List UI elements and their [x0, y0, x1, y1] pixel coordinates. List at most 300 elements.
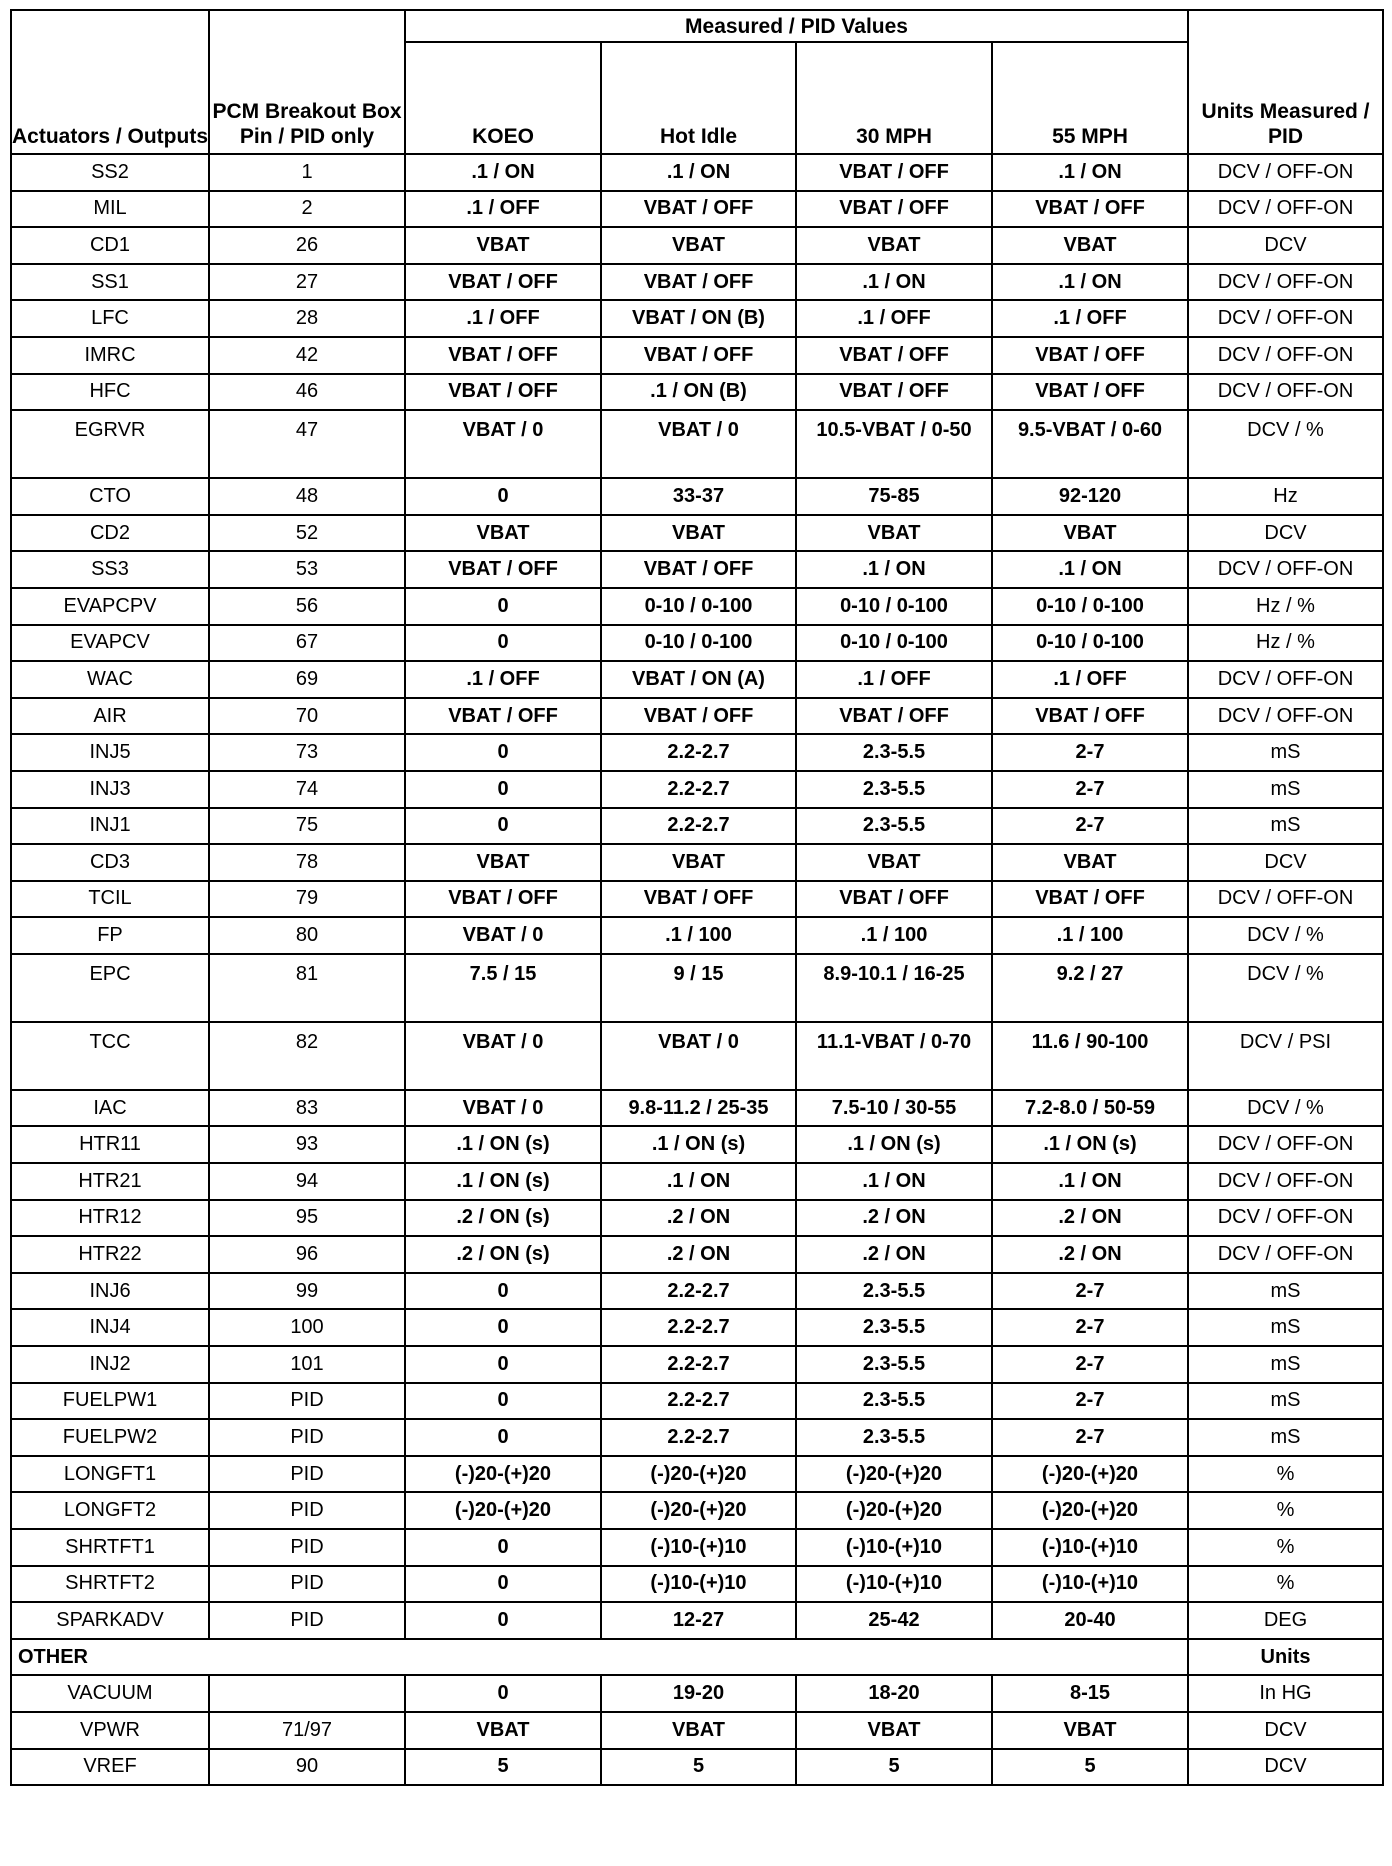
hot-idle-value: 0-10 / 0-100	[601, 625, 796, 662]
mph30-value: .1 / OFF	[796, 300, 992, 337]
mph30-value: .1 / ON	[796, 1163, 992, 1200]
mph30-value: .2 / ON	[796, 1200, 992, 1237]
units-value: DCV / OFF-ON	[1188, 1126, 1383, 1163]
table-row	[11, 917, 1383, 954]
mph55-value: VBAT / OFF	[992, 374, 1188, 411]
koeo-value: VBAT	[405, 227, 601, 264]
hot-idle-value: 2.2-2.7	[601, 1419, 796, 1456]
pin-value: 82	[209, 1022, 405, 1090]
koeo-value: .1 / ON (s)	[405, 1163, 601, 1200]
koeo-value: VBAT	[405, 844, 601, 881]
actuator-name: IAC	[11, 1090, 209, 1127]
koeo-value: VBAT / OFF	[405, 698, 601, 735]
units-value: DCV / OFF-ON	[1188, 881, 1383, 918]
mph55-value: VBAT / OFF	[992, 881, 1188, 918]
hot-idle-value: .2 / ON	[601, 1236, 796, 1273]
hot-idle-value: 2.2-2.7	[601, 808, 796, 845]
pin-value: 46	[209, 374, 405, 411]
hot-idle-value: VBAT / ON (A)	[601, 661, 796, 698]
units-value: mS	[1188, 1419, 1383, 1456]
units-value: DCV	[1188, 1749, 1383, 1786]
units-value: mS	[1188, 734, 1383, 771]
mph55-value: 9.2 / 27	[992, 954, 1188, 1022]
hot-idle-value: VBAT / ON (B)	[601, 300, 796, 337]
units-value: DCV / OFF-ON	[1188, 661, 1383, 698]
table-row	[11, 410, 1383, 478]
actuator-name: FUELPW1	[11, 1383, 209, 1420]
koeo-value: (-)20-(+)20	[405, 1456, 601, 1493]
mph30-value: 18-20	[796, 1675, 992, 1712]
table-row	[11, 337, 1383, 374]
pin-value: 1	[209, 154, 405, 191]
actuator-name: INJ5	[11, 734, 209, 771]
mph55-value: .1 / 100	[992, 917, 1188, 954]
table-row	[11, 1126, 1383, 1163]
mph30-value: (-)10-(+)10	[796, 1566, 992, 1603]
pin-value: 42	[209, 337, 405, 374]
mph55-value: 2-7	[992, 1273, 1188, 1310]
actuator-name: EPC	[11, 954, 209, 1022]
koeo-value: .2 / ON (s)	[405, 1236, 601, 1273]
pin-value: 78	[209, 844, 405, 881]
units-value: DEG	[1188, 1602, 1383, 1639]
pin-value: 96	[209, 1236, 405, 1273]
table-row	[11, 1456, 1383, 1493]
actuator-name: CD2	[11, 515, 209, 552]
other-section-header-row	[11, 1639, 1383, 1676]
table-row	[11, 1346, 1383, 1383]
hot-idle-value: 19-20	[601, 1675, 796, 1712]
koeo-value: 0	[405, 1273, 601, 1310]
actuator-name: SPARKADV	[11, 1602, 209, 1639]
koeo-value: VBAT / OFF	[405, 374, 601, 411]
actuator-name: TCC	[11, 1022, 209, 1090]
actuator-name: SHRTFT1	[11, 1529, 209, 1566]
table-row	[11, 1749, 1383, 1786]
actuator-name: INJ6	[11, 1273, 209, 1310]
units-value: mS	[1188, 1346, 1383, 1383]
table-row	[11, 1566, 1383, 1603]
mph55-value: 2-7	[992, 1419, 1188, 1456]
pin-value: 48	[209, 478, 405, 515]
units-value: mS	[1188, 1383, 1383, 1420]
koeo-value: 0	[405, 734, 601, 771]
hot-idle-value: .1 / ON (B)	[601, 374, 796, 411]
units-value: mS	[1188, 771, 1383, 808]
mph55-value: .1 / ON	[992, 154, 1188, 191]
pin-value: PID	[209, 1529, 405, 1566]
hot-idle-value: 9.8-11.2 / 25-35	[601, 1090, 796, 1127]
col-header-30mph: 30 MPH	[796, 42, 992, 154]
units-value: %	[1188, 1529, 1383, 1566]
mph55-value: 2-7	[992, 1346, 1188, 1383]
pin-value	[209, 1675, 405, 1712]
mph30-value: VBAT / OFF	[796, 191, 992, 228]
koeo-value: VBAT / 0	[405, 1022, 601, 1090]
table-row	[11, 300, 1383, 337]
actuator-name: INJ1	[11, 808, 209, 845]
koeo-value: VBAT / 0	[405, 1090, 601, 1127]
koeo-value: 0	[405, 478, 601, 515]
mph55-value: VBAT	[992, 1712, 1188, 1749]
mph30-value: (-)20-(+)20	[796, 1492, 992, 1529]
mph55-value: .2 / ON	[992, 1200, 1188, 1237]
units-value: DCV / OFF-ON	[1188, 191, 1383, 228]
hot-idle-value: VBAT / OFF	[601, 337, 796, 374]
pin-value: PID	[209, 1383, 405, 1420]
actuator-name: HFC	[11, 374, 209, 411]
units-value: DCV / %	[1188, 954, 1383, 1022]
table-row	[11, 1383, 1383, 1420]
table-row	[11, 844, 1383, 881]
pid-values-table	[10, 9, 1384, 1786]
units-value: DCV / OFF-ON	[1188, 1163, 1383, 1200]
mph55-value: 2-7	[992, 771, 1188, 808]
koeo-value: 0	[405, 1566, 601, 1603]
mph30-value: 75-85	[796, 478, 992, 515]
mph55-value: 92-120	[992, 478, 1188, 515]
mph55-value: (-)20-(+)20	[992, 1492, 1188, 1529]
pin-value: PID	[209, 1456, 405, 1493]
pin-value: 80	[209, 917, 405, 954]
mph55-value: 8-15	[992, 1675, 1188, 1712]
units-value: DCV	[1188, 1712, 1383, 1749]
hot-idle-value: 2.2-2.7	[601, 1383, 796, 1420]
koeo-value: VBAT / OFF	[405, 264, 601, 301]
actuator-name: VPWR	[11, 1712, 209, 1749]
mph55-value: (-)10-(+)10	[992, 1566, 1188, 1603]
actuator-name: HTR21	[11, 1163, 209, 1200]
col-header-hot-idle: Hot Idle	[601, 42, 796, 154]
hot-idle-value: 33-37	[601, 478, 796, 515]
actuator-name: SS1	[11, 264, 209, 301]
table-row	[11, 771, 1383, 808]
hot-idle-value: 2.2-2.7	[601, 734, 796, 771]
hot-idle-value: VBAT	[601, 515, 796, 552]
table-row	[11, 1273, 1383, 1310]
hot-idle-value: .1 / ON	[601, 154, 796, 191]
pin-value: 100	[209, 1309, 405, 1346]
mph55-value: VBAT	[992, 515, 1188, 552]
units-value: Hz / %	[1188, 625, 1383, 662]
koeo-value: .1 / ON	[405, 154, 601, 191]
actuator-name: HTR22	[11, 1236, 209, 1273]
hot-idle-value: VBAT / OFF	[601, 551, 796, 588]
koeo-value: 0	[405, 1602, 601, 1639]
table-body	[11, 154, 1383, 1639]
koeo-value: .2 / ON (s)	[405, 1200, 601, 1237]
hot-idle-value: 12-27	[601, 1602, 796, 1639]
koeo-value: 7.5 / 15	[405, 954, 601, 1022]
mph30-value: 2.3-5.5	[796, 1383, 992, 1420]
actuator-name: WAC	[11, 661, 209, 698]
mph55-value: 2-7	[992, 734, 1188, 771]
mph30-value: .2 / ON	[796, 1236, 992, 1273]
mph55-value: 7.2-8.0 / 50-59	[992, 1090, 1188, 1127]
actuator-name: CD3	[11, 844, 209, 881]
other-section-units-label: Units	[1188, 1639, 1383, 1676]
hot-idle-value: .2 / ON	[601, 1200, 796, 1237]
table-row	[11, 1529, 1383, 1566]
pid-values-table-container	[10, 9, 1382, 1786]
hot-idle-value: (-)20-(+)20	[601, 1456, 796, 1493]
mph30-value: 5	[796, 1749, 992, 1786]
hot-idle-value: VBAT / OFF	[601, 191, 796, 228]
actuator-name: SHRTFT2	[11, 1566, 209, 1603]
mph55-value: .1 / ON	[992, 264, 1188, 301]
mph30-value: .1 / ON (s)	[796, 1126, 992, 1163]
actuator-name: INJ3	[11, 771, 209, 808]
hot-idle-value: VBAT	[601, 844, 796, 881]
actuator-name: LONGFT1	[11, 1456, 209, 1493]
units-value: mS	[1188, 808, 1383, 845]
mph55-value: 11.6 / 90-100	[992, 1022, 1188, 1090]
pin-value: PID	[209, 1492, 405, 1529]
mph55-value: VBAT / OFF	[992, 698, 1188, 735]
units-value: DCV / %	[1188, 917, 1383, 954]
hot-idle-value: (-)10-(+)10	[601, 1566, 796, 1603]
mph55-value: VBAT	[992, 844, 1188, 881]
actuator-name: CD1	[11, 227, 209, 264]
hot-idle-value: 5	[601, 1749, 796, 1786]
mph30-value: 11.1-VBAT / 0-70	[796, 1022, 992, 1090]
mph30-value: (-)20-(+)20	[796, 1456, 992, 1493]
hot-idle-value: .1 / ON	[601, 1163, 796, 1200]
table-row	[11, 1163, 1383, 1200]
pin-value: 56	[209, 588, 405, 625]
actuator-name: VREF	[11, 1749, 209, 1786]
units-value: DCV / OFF-ON	[1188, 300, 1383, 337]
mph30-value: 2.3-5.5	[796, 1273, 992, 1310]
units-value: mS	[1188, 1309, 1383, 1346]
koeo-value: 0	[405, 1346, 601, 1383]
mph55-value: 2-7	[992, 1309, 1188, 1346]
actuator-name: INJ2	[11, 1346, 209, 1383]
table-row	[11, 1309, 1383, 1346]
koeo-value: VBAT / OFF	[405, 337, 601, 374]
hot-idle-value: VBAT / OFF	[601, 881, 796, 918]
units-value: DCV / OFF-ON	[1188, 337, 1383, 374]
units-value: DCV	[1188, 515, 1383, 552]
units-value: In HG	[1188, 1675, 1383, 1712]
mph30-value: .1 / 100	[796, 917, 992, 954]
mph30-value: VBAT / OFF	[796, 881, 992, 918]
table-row	[11, 191, 1383, 228]
mph55-value: 0-10 / 0-100	[992, 625, 1188, 662]
mph30-value: 8.9-10.1 / 16-25	[796, 954, 992, 1022]
pin-value: PID	[209, 1602, 405, 1639]
koeo-value: 0	[405, 771, 601, 808]
pin-value: 75	[209, 808, 405, 845]
pin-value: 27	[209, 264, 405, 301]
koeo-value: 0	[405, 625, 601, 662]
table-row	[11, 1492, 1383, 1529]
units-value: DCV / %	[1188, 1090, 1383, 1127]
pin-value: 74	[209, 771, 405, 808]
actuator-name: LFC	[11, 300, 209, 337]
pin-value: 26	[209, 227, 405, 264]
actuator-name: EGRVR	[11, 410, 209, 478]
table-row	[11, 1675, 1383, 1712]
units-value: %	[1188, 1456, 1383, 1493]
pin-value: 70	[209, 698, 405, 735]
koeo-value: 5	[405, 1749, 601, 1786]
pin-value: 79	[209, 881, 405, 918]
actuator-name: CTO	[11, 478, 209, 515]
table-row	[11, 551, 1383, 588]
pin-value: PID	[209, 1419, 405, 1456]
units-value: DCV / OFF-ON	[1188, 1236, 1383, 1273]
hot-idle-value: 2.2-2.7	[601, 771, 796, 808]
mph30-value: 7.5-10 / 30-55	[796, 1090, 992, 1127]
koeo-value: .1 / OFF	[405, 661, 601, 698]
table-row	[11, 625, 1383, 662]
other-section-body	[11, 1639, 1383, 1785]
mph30-value: VBAT / OFF	[796, 337, 992, 374]
actuator-name: INJ4	[11, 1309, 209, 1346]
pin-value: 93	[209, 1126, 405, 1163]
hot-idle-value: 2.2-2.7	[601, 1273, 796, 1310]
mph55-value: 2-7	[992, 808, 1188, 845]
pin-value: 52	[209, 515, 405, 552]
units-value: DCV	[1188, 227, 1383, 264]
units-value: %	[1188, 1566, 1383, 1603]
mph55-value: 9.5-VBAT / 0-60	[992, 410, 1188, 478]
hot-idle-value: VBAT / OFF	[601, 264, 796, 301]
units-value: DCV / OFF-ON	[1188, 154, 1383, 191]
mph30-value: VBAT	[796, 227, 992, 264]
mph30-value: 0-10 / 0-100	[796, 625, 992, 662]
table-row	[11, 808, 1383, 845]
mph30-value: (-)10-(+)10	[796, 1529, 992, 1566]
mph30-value: 2.3-5.5	[796, 1309, 992, 1346]
units-value: DCV / OFF-ON	[1188, 1200, 1383, 1237]
actuator-name: FUELPW2	[11, 1419, 209, 1456]
hot-idle-value: VBAT / OFF	[601, 698, 796, 735]
table-row	[11, 1712, 1383, 1749]
table-row	[11, 1022, 1383, 1090]
koeo-value: 0	[405, 588, 601, 625]
mph30-value: VBAT	[796, 1712, 992, 1749]
actuator-name: AIR	[11, 698, 209, 735]
table-row	[11, 734, 1383, 771]
table-row	[11, 374, 1383, 411]
koeo-value: .1 / ON (s)	[405, 1126, 601, 1163]
mph55-value: .1 / OFF	[992, 661, 1188, 698]
koeo-value: (-)20-(+)20	[405, 1492, 601, 1529]
units-value: DCV / PSI	[1188, 1022, 1383, 1090]
pin-value: 95	[209, 1200, 405, 1237]
table-row	[11, 954, 1383, 1022]
pin-value: 101	[209, 1346, 405, 1383]
koeo-value: 0	[405, 1383, 601, 1420]
table-row	[11, 1602, 1383, 1639]
actuator-name: EVAPCPV	[11, 588, 209, 625]
mph30-value: VBAT / OFF	[796, 154, 992, 191]
koeo-value: VBAT	[405, 515, 601, 552]
units-value: Hz	[1188, 478, 1383, 515]
pin-value: 99	[209, 1273, 405, 1310]
pin-value: 90	[209, 1749, 405, 1786]
koeo-value: VBAT / 0	[405, 410, 601, 478]
col-header-55mph: 55 MPH	[992, 42, 1188, 154]
mph55-value: .1 / OFF	[992, 300, 1188, 337]
hot-idle-value: 9 / 15	[601, 954, 796, 1022]
pin-value: 81	[209, 954, 405, 1022]
table-row	[11, 1090, 1383, 1127]
actuator-name: MIL	[11, 191, 209, 228]
mph30-value: VBAT	[796, 844, 992, 881]
table-row	[11, 588, 1383, 625]
units-value: DCV	[1188, 844, 1383, 881]
pin-value: 53	[209, 551, 405, 588]
pin-value: 67	[209, 625, 405, 662]
hot-idle-value: VBAT	[601, 227, 796, 264]
actuator-name: EVAPCV	[11, 625, 209, 662]
hot-idle-value: (-)20-(+)20	[601, 1492, 796, 1529]
pin-value: 47	[209, 410, 405, 478]
mph55-value: VBAT / OFF	[992, 337, 1188, 374]
units-value: mS	[1188, 1273, 1383, 1310]
pin-value: 94	[209, 1163, 405, 1200]
col-header-units: Units Measured / PID	[1188, 10, 1383, 154]
table-row	[11, 698, 1383, 735]
mph55-value: 0-10 / 0-100	[992, 588, 1188, 625]
mph55-value: 20-40	[992, 1602, 1188, 1639]
units-value: Hz / %	[1188, 588, 1383, 625]
table-row	[11, 881, 1383, 918]
actuator-name: SS3	[11, 551, 209, 588]
col-header-koeo: KOEO	[405, 42, 601, 154]
pin-value: 71/97	[209, 1712, 405, 1749]
mph55-value: 2-7	[992, 1383, 1188, 1420]
hot-idle-value: VBAT / 0	[601, 1022, 796, 1090]
mph55-value: .1 / ON	[992, 1163, 1188, 1200]
actuator-name: HTR11	[11, 1126, 209, 1163]
mph55-value: .2 / ON	[992, 1236, 1188, 1273]
hot-idle-value: .1 / 100	[601, 917, 796, 954]
mph30-value: 0-10 / 0-100	[796, 588, 992, 625]
koeo-value: VBAT / 0	[405, 917, 601, 954]
pin-value: 83	[209, 1090, 405, 1127]
hot-idle-value: (-)10-(+)10	[601, 1529, 796, 1566]
mph30-value: 2.3-5.5	[796, 808, 992, 845]
mph55-value: 5	[992, 1749, 1188, 1786]
koeo-value: 0	[405, 1419, 601, 1456]
units-value: DCV / OFF-ON	[1188, 551, 1383, 588]
actuator-name: LONGFT2	[11, 1492, 209, 1529]
table-row	[11, 154, 1383, 191]
koeo-value: VBAT / OFF	[405, 551, 601, 588]
mph30-value: 2.3-5.5	[796, 734, 992, 771]
koeo-value: VBAT	[405, 1712, 601, 1749]
pin-value: 2	[209, 191, 405, 228]
mph55-value: VBAT	[992, 227, 1188, 264]
mph30-value: 25-42	[796, 1602, 992, 1639]
units-value: %	[1188, 1492, 1383, 1529]
col-header-measured-group: Measured / PID Values	[405, 10, 1188, 42]
actuator-name: TCIL	[11, 881, 209, 918]
mph55-value: .1 / ON (s)	[992, 1126, 1188, 1163]
mph30-value: 10.5-VBAT / 0-50	[796, 410, 992, 478]
hot-idle-value: VBAT	[601, 1712, 796, 1749]
table-row	[11, 264, 1383, 301]
hot-idle-value: 0-10 / 0-100	[601, 588, 796, 625]
koeo-value: .1 / OFF	[405, 191, 601, 228]
hot-idle-value: 2.2-2.7	[601, 1346, 796, 1383]
col-header-actuators: Actuators / Outputs	[11, 10, 209, 154]
mph30-value: VBAT / OFF	[796, 698, 992, 735]
